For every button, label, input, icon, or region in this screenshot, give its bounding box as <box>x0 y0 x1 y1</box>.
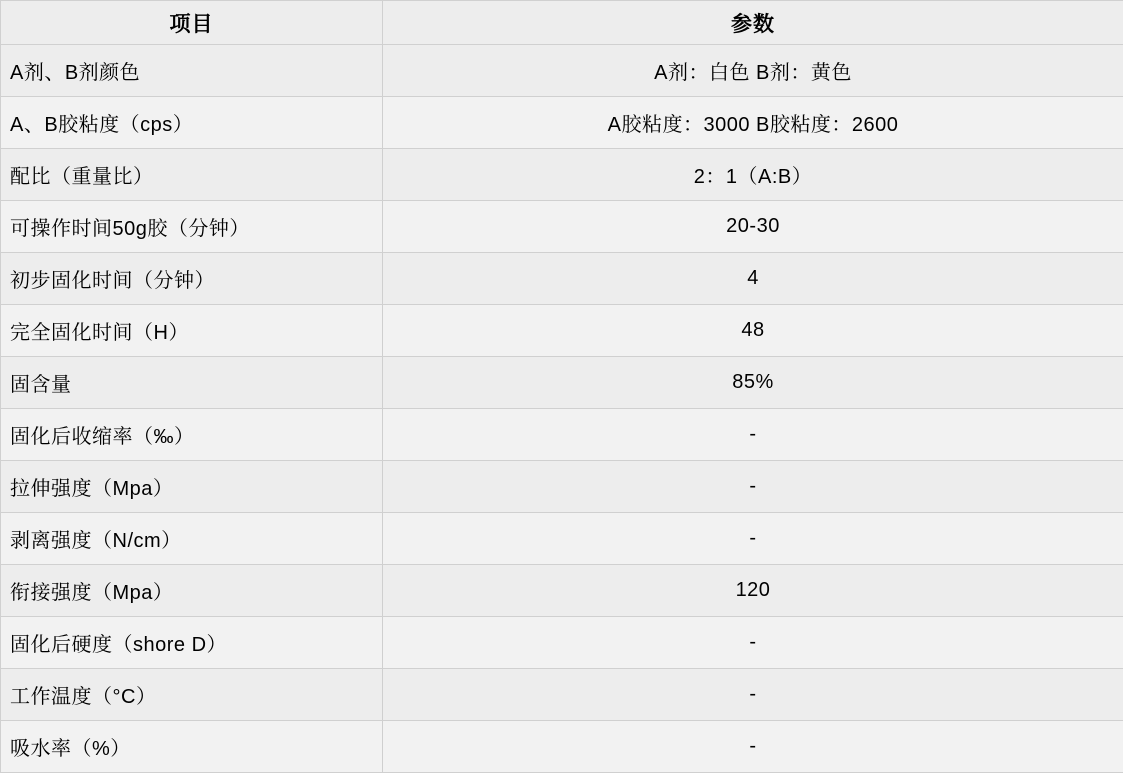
row-item-value: - <box>383 721 1123 773</box>
column-header-parameter: 参数 <box>383 1 1123 45</box>
row-item-label: A、B胶粘度（cps） <box>1 97 383 149</box>
row-item-label: 初步固化时间（分钟） <box>1 253 383 305</box>
row-item-label: A剂、B剂颜色 <box>1 45 383 97</box>
row-item-label: 配比（重量比） <box>1 149 383 201</box>
column-header-item: 项目 <box>1 1 383 45</box>
table-row <box>1 149 1123 201</box>
row-item-label: 衔接强度（Mpa） <box>1 565 383 617</box>
row-item-value: 2：1（A:B） <box>383 149 1123 201</box>
row-item-value: - <box>383 669 1123 721</box>
table-row <box>1 513 1123 565</box>
row-item-value: A剂：白色 B剂：黄色 <box>383 45 1123 97</box>
row-item-value: - <box>383 461 1123 513</box>
row-item-label: 拉伸强度（Mpa） <box>1 461 383 513</box>
row-item-label: 固化后收缩率（‰） <box>1 409 383 461</box>
row-item-label: 完全固化时间（H） <box>1 305 383 357</box>
row-item-value: A胶粘度：3000 B胶粘度：2600 <box>383 97 1123 149</box>
row-item-value: - <box>383 409 1123 461</box>
row-item-label: 可操作时间50g胶（分钟） <box>1 201 383 253</box>
table-row <box>1 201 1123 253</box>
table-body <box>1 45 1123 773</box>
table-row <box>1 461 1123 513</box>
table-row <box>1 97 1123 149</box>
table-row <box>1 721 1123 773</box>
table-row <box>1 357 1123 409</box>
row-item-label: 固含量 <box>1 357 383 409</box>
row-item-value: - <box>383 513 1123 565</box>
table-row <box>1 45 1123 97</box>
row-item-label: 吸水率（%） <box>1 721 383 773</box>
row-item-label: 固化后硬度（shore D） <box>1 617 383 669</box>
table-row <box>1 565 1123 617</box>
row-item-value: 4 <box>383 253 1123 305</box>
row-item-value: 48 <box>383 305 1123 357</box>
row-item-label: 剥离强度（N/cm） <box>1 513 383 565</box>
table-row <box>1 617 1123 669</box>
table-row <box>1 305 1123 357</box>
table-row <box>1 253 1123 305</box>
table-header <box>1 1 1123 45</box>
table-row <box>1 669 1123 721</box>
row-item-value: - <box>383 617 1123 669</box>
row-item-label: 工作温度（°C） <box>1 669 383 721</box>
row-item-value: 85% <box>383 357 1123 409</box>
row-item-value: 20-30 <box>383 201 1123 253</box>
table-row <box>1 409 1123 461</box>
table-header-row <box>1 1 1123 45</box>
row-item-value: 120 <box>383 565 1123 617</box>
